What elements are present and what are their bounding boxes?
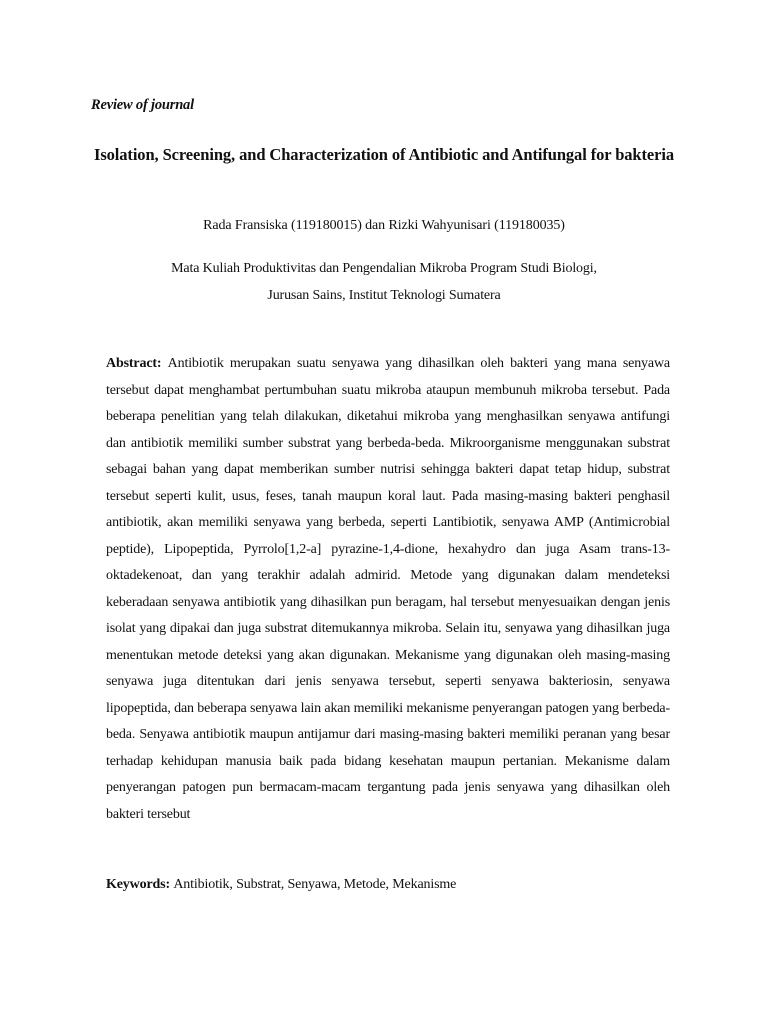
abstract-text: Antibiotik merupakan suatu senyawa yang dihasilkan oleh bakteri yang mana senyawa tersebut dapat menghambat pertumbuhan suatu mikroba ataupun membunuh mikroba tersebut. Pada beberapa penelitian yang telah dilakukan, diketahui mikroba yang menghasilkan senyawa antifungi dan antibiotik memiliki sumber substrat yang berbeda-beda. Mikroorganisme menggunakan substrat sebagai bahan yang dapat memberikan sumber nutrisi sehingga bakteri dapat tetap hidup, substrat tersebut seperti kulit, usus, feses, tanah maupun koral laut. Pada masing-masing bakteri penghasil antibiotik, akan memiliki senyawa yang berbeda, seperti Lantibiotik, senyawa AMP (Antimicrobial peptide), Lipopeptida, Pyrrolo[1,2-a] pyrazine-1,4-dione, hexahydro dan juga Asam trans-13-oktadekenoat, dan yang terakhir adalah admirid. Metode yang digunakan dalam mendeteksi keberadaan senyawa antibiotik yang dihasilkan pun beragam, hal tersebut menyesuaikan dengan jenis isolat yang dipakai dan juga substrat ditemukannya mikroba. Selain itu, senyawa yang dihasilkan juga menentukan metode deteksi yang akan digunakan. Mekanisme yang digunakan oleh masing-masing senyawa juga ditentukan dari jenis senyawa tersebut, seperti senyawa bakteriosin, senyawa lipopeptida, dan beberapa senyawa lain akan memiliki mekanisme penyerangan patogen yang berbeda-beda. Senyawa antibiotik maupun antijamur dari masing-masing bakteri memiliki peranan yang besar terhadap kehidupan manusia baik pada bidang kesehatan maupun pertanian. Mekanisme dalam penyerangan patogen pun bermacam-macam tergantung pada jenis senyawa yang dihasilkan oleh bakteri tersebut [106,356,670,822]
authors-line: Rada Fransiska (119180015) dan Rizki Wahyunisari (119180035) [203,218,565,233]
keywords-line [106,877,456,893]
abstract-paragraph [106,351,670,828]
keywords-text: Antibiotik, Substrat, Senyawa, Metode, Mekanisme [173,877,457,892]
affiliation-line-1: Mata Kuliah Produktivitas dan Pengendalian Mikroba Program Studi Biologi, [171,261,597,276]
abstract-label: Abstract: [106,356,162,371]
paper-title: Isolation, Screening, and Characterization of Antibiotic and Antifungal for bakteria [94,145,674,164]
review-label: Review of journal [91,97,194,113]
affiliation-line-2: Jurusan Sains, Institut Teknologi Sumatera [267,288,501,303]
keywords-label: Keywords: [106,877,170,892]
